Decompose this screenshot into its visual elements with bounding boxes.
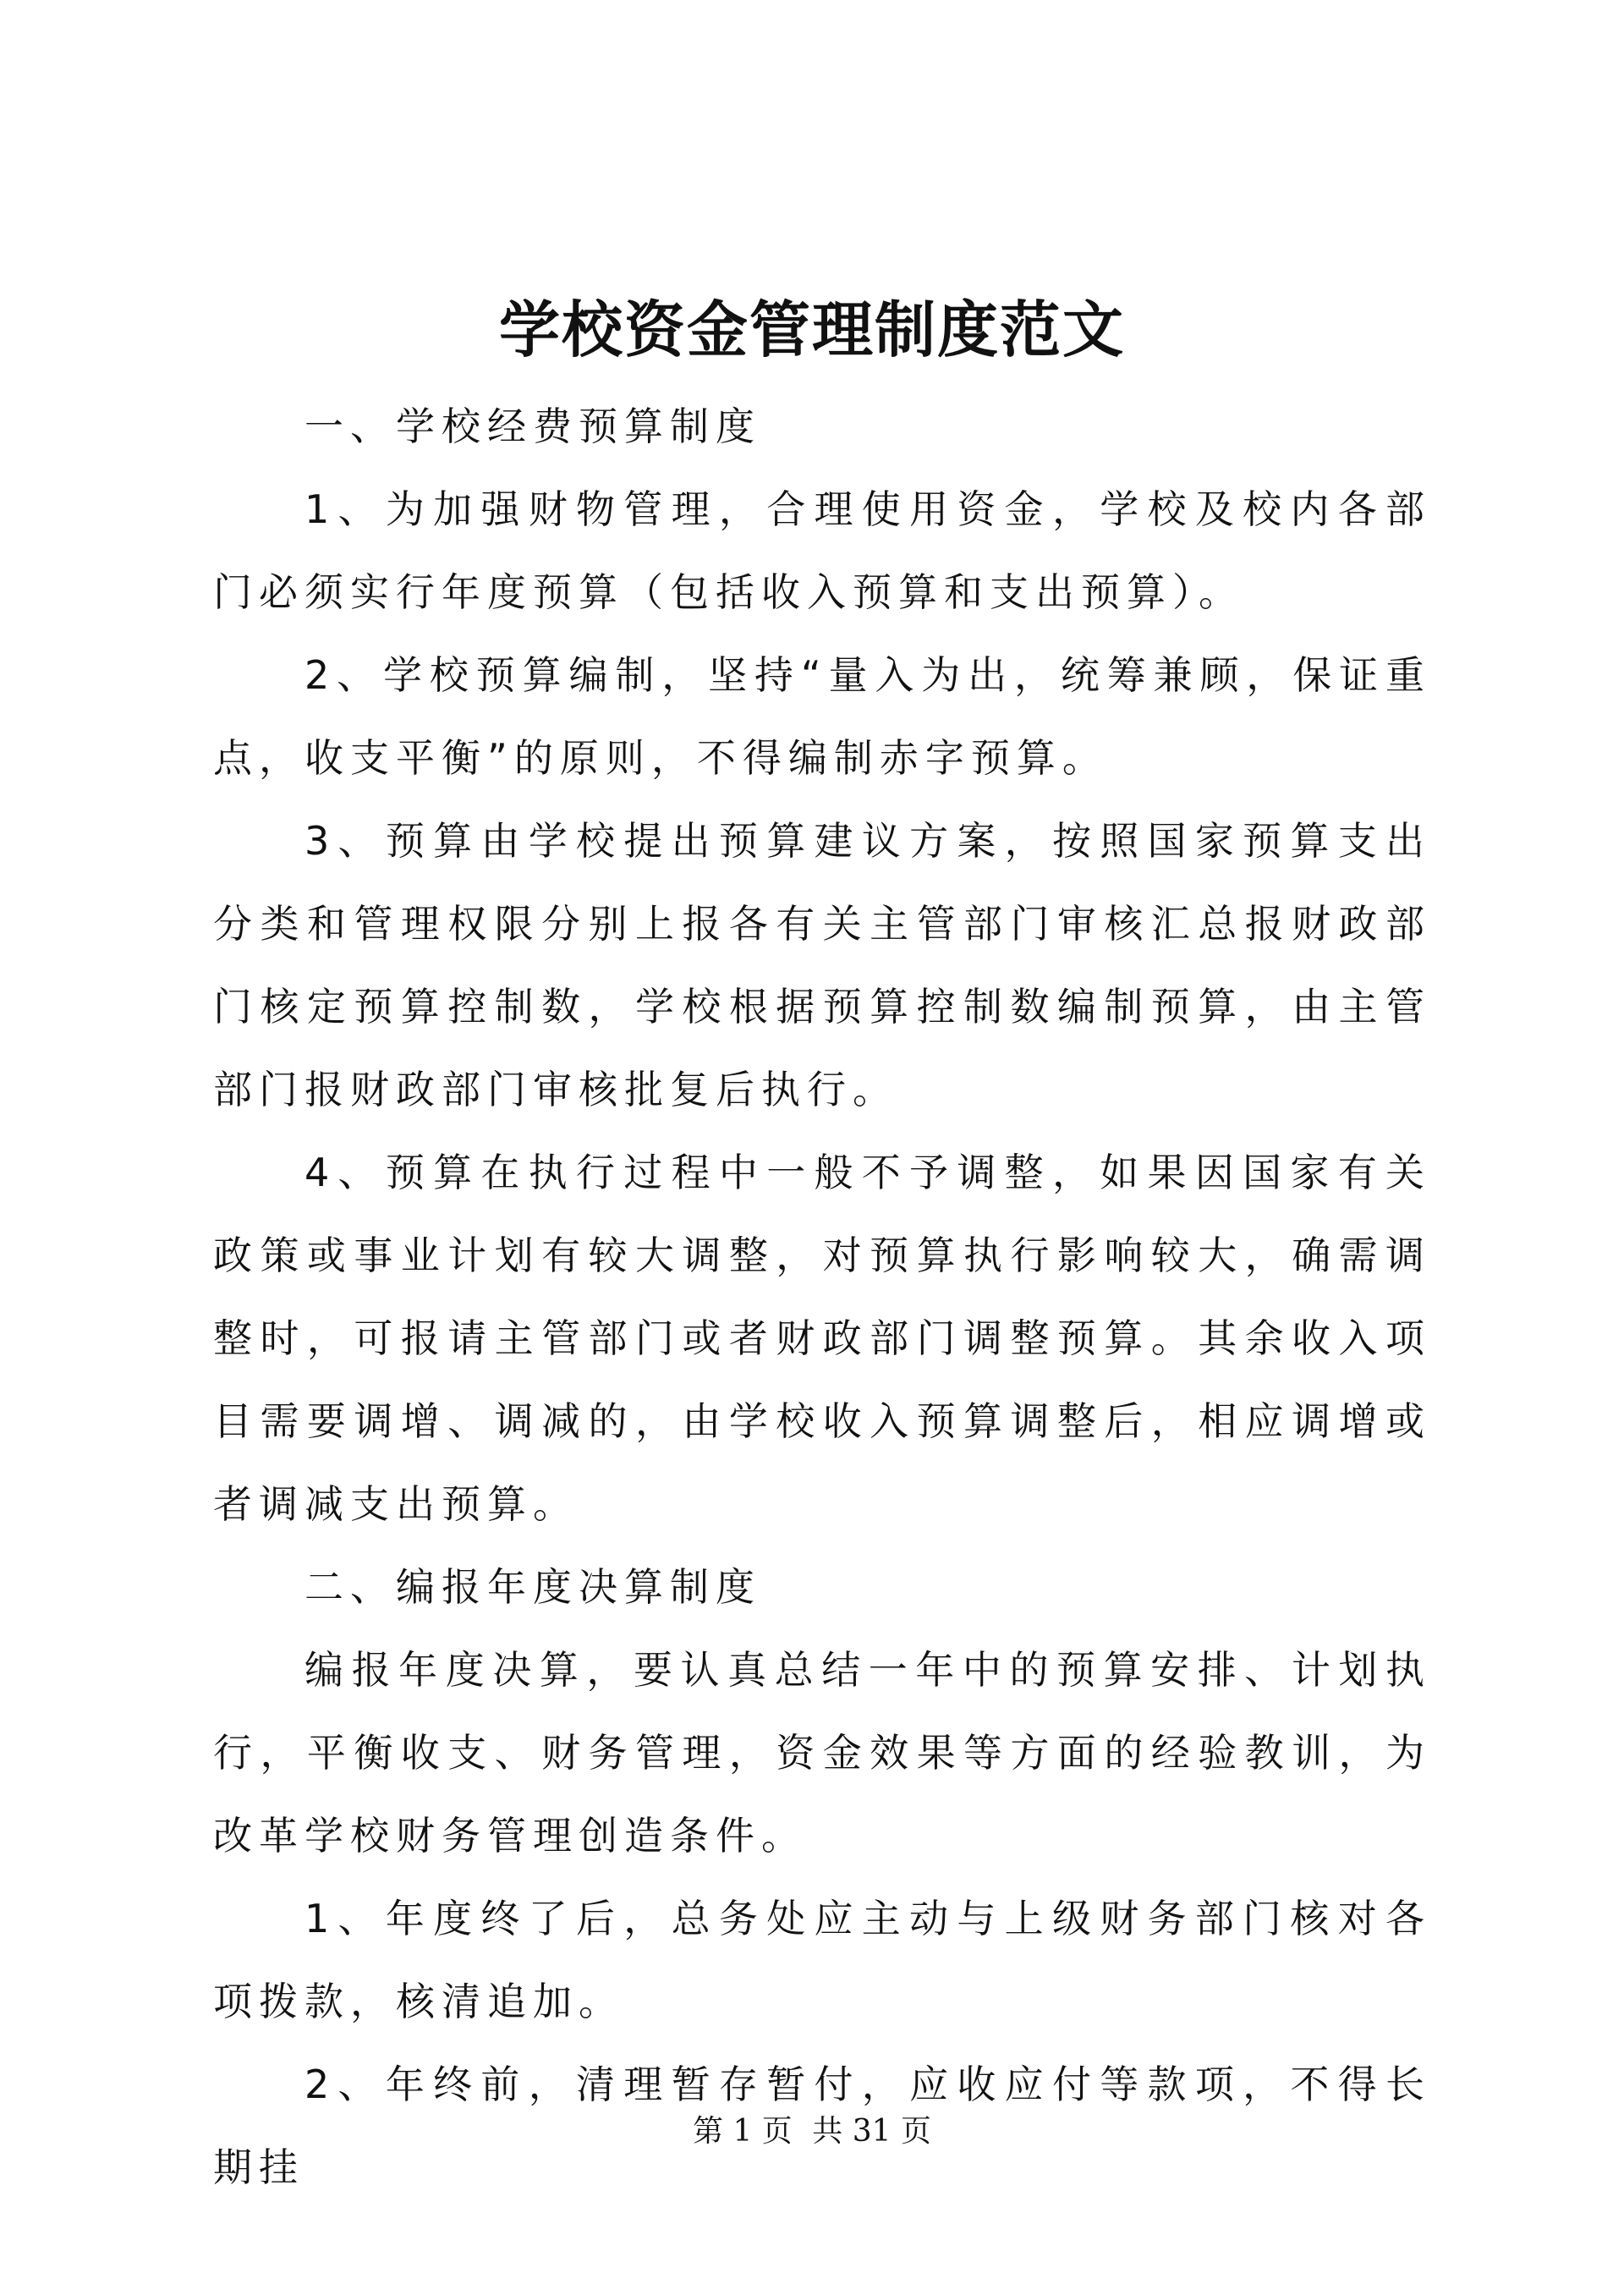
paragraph-budget-2: 2、学校预算编制，坚持“量入为出，统筹兼顾，保证重点，收支平衡”的原则，不得编制赤字预算。	[213, 652, 1431, 781]
paragraph-budget-4: 4、预算在执行过程中一般不予调整，如果因国家有关政策或事业计划有较大调整，对预算执行影响较大，确需调整时，可报请主管部门或者财政部门调整预算。其余收入项目需要调增、调减的，由学校收入预算调整后，相应调增或者调减支出预算。	[213, 1150, 1431, 1527]
section-heading-budget: 一、学校经费预算制度	[304, 404, 761, 449]
paragraph-final-accounts-1: 1、年度终了后，总务处应主动与上级财务部门核对各项拨款，核清追加。	[213, 1896, 1431, 2024]
paragraph-final-accounts-intro: 编报年度决算，要认真总结一年中的预算安排、计划执行，平衡收支、财务管理，资金效果等方面的经验教训，为改革学校财务管理创造条件。	[213, 1647, 1431, 1859]
paragraph-final-accounts-2: 2、年终前，清理暂存暂付，应收应付等款项，不得长期挂	[213, 2062, 1431, 2190]
section-heading-final-accounts: 二、编报年度决算制度	[304, 1564, 761, 1610]
total-pages: 共 31 页	[812, 2114, 931, 2149]
document-title: 学校资金管理制度范文	[498, 294, 1125, 365]
paragraph-budget-1: 1、为加强财物管理，合理使用资金，学校及校内各部门必须实行年度预算（包括收入预算和支出预算）。	[213, 486, 1431, 615]
paragraph-budget-3: 3、预算由学校提出预算建议方案，按照国家预算支出分类和管理权限分别上报各有关主管部门审核汇总报财政部门核定预算控制数，学校根据预算控制数编制预算，由主管部门报财政部门审核批复后执行。	[213, 818, 1431, 1112]
document-body	[213, 385, 1431, 2209]
page-number: 第 1 页	[693, 2114, 793, 2149]
page-footer	[0, 2111, 1624, 2153]
